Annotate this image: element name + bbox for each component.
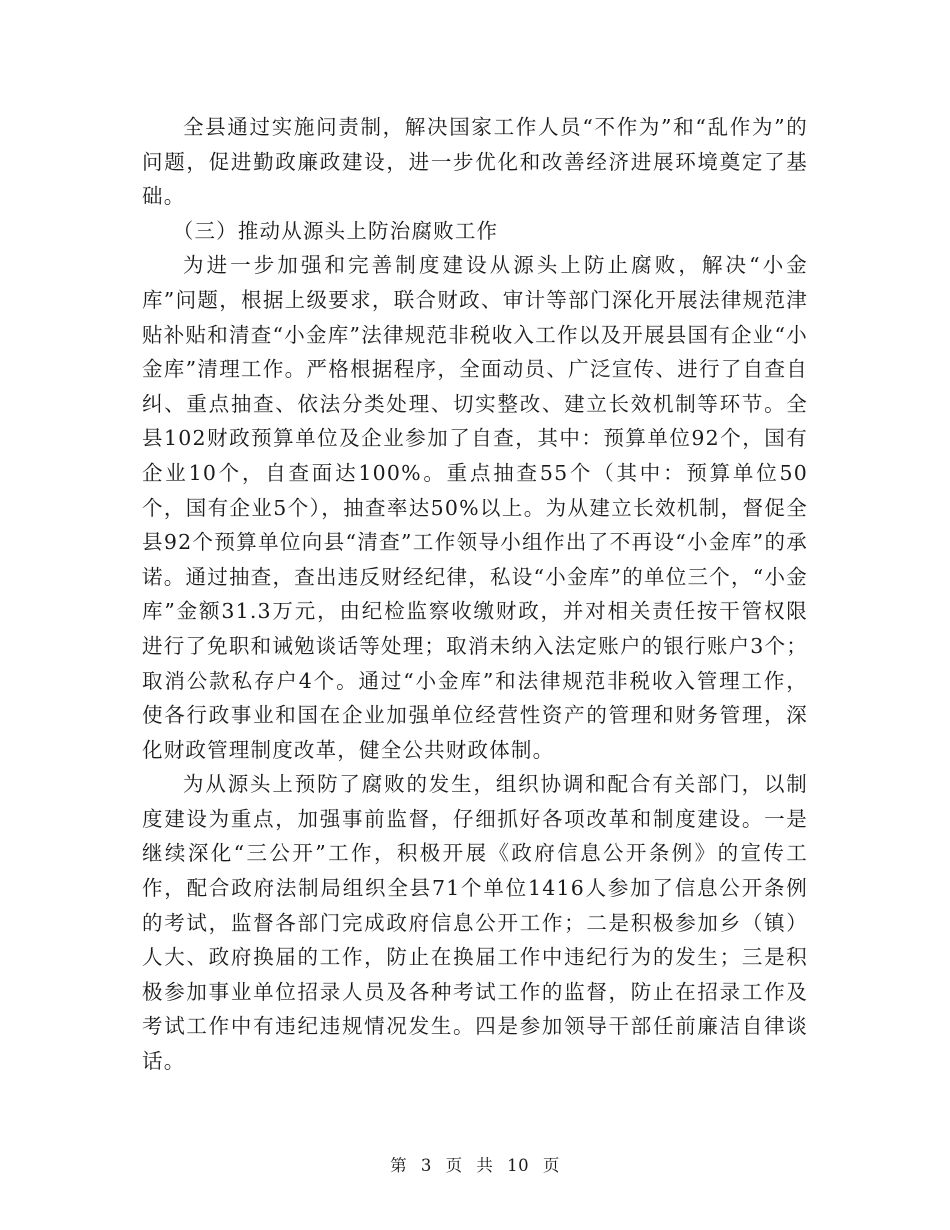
document-body — [142, 110, 808, 1079]
paragraph-prevention: 为从源头上预防了腐败的发生，组织协调和配合有关部门，以制度建设为重点，加强事前监督，仔细抓好各项改革和制度建设。一是继续深化“三公开”工作，积极开展《政府信息公开条例》的宣传工作，配合政府法制局组织全县71个单位1416人参加了信息公开条例的考试，监督各部门完成政府信息公开工作；二是积极参加乡（镇）人大、政府换届的工作，防止在换届工作中违纪行为的发生；三是积极参加事业单位招录人员及各种考试工作的监督，防止在招录工作及考试工作中有违纪违规情况发生。四是参加领导干部任前廉洁自律谈话。 — [142, 772, 808, 1074]
page-footer — [0, 1152, 950, 1176]
footer-label-gong: 共 — [476, 1156, 494, 1175]
paragraph-small-treasury: 为进一步加强和完善制度建设从源头上防止腐败，解决“小金库”问题，根据上级要求，联合财政、审计等部门深化开展法律规范津贴补贴和清查“小金库”法律规范非税收入工作以及开展县国有企业“小金库”清理工作。严格根据程序，全面动员、广泛宣传、进行了自查自纠、重点抽查、依法分类处理、切实整改、建立长效机制等环节。全县102财政预算单位及企业参加了自查，其中：预算单位92个，国有企业10个，自查面达100%。重点抽查55个（其中：预算单位50个，国有企业5个），抽查率达50%以上。为从建立长效机制，督促全县92个预算单位向县“清查”工作领导小组作出了不再设“小金库”的承诺。通过抽查，查出违反财经纪律，私设“小金库”的单位三个，“小金库”金额31.3万元，由纪检监察收缴财政，并对相关责任按干管权限进行了免职和诫勉谈话等处理；取消未纳入法定账户的银行账户3个；取消公款私存户4个。通过“小金库”和法律规范非税收入管理工作，使各行政事业和国在企业加强单位经营性资产的管理和财务管理，深化财政管理制度改革，健全公共财政体制。 — [142, 253, 808, 762]
section-heading-anti-corruption: （三）推动从源头上防治腐败工作 — [172, 218, 499, 243]
paragraph-accountability: 全县通过实施问责制，解决国家工作人员“不作为”和“乱作为”的问题，促进勤政廉政建设，进一步优化和改善经济进展环境奠定了基础。 — [142, 115, 808, 209]
footer-total-pages: 10 — [507, 1156, 530, 1175]
footer-label-ye: 页 — [445, 1156, 463, 1175]
footer-label-di: 第 — [390, 1156, 408, 1175]
footer-current-page: 3 — [420, 1156, 432, 1175]
footer-label-ye2: 页 — [542, 1156, 560, 1175]
